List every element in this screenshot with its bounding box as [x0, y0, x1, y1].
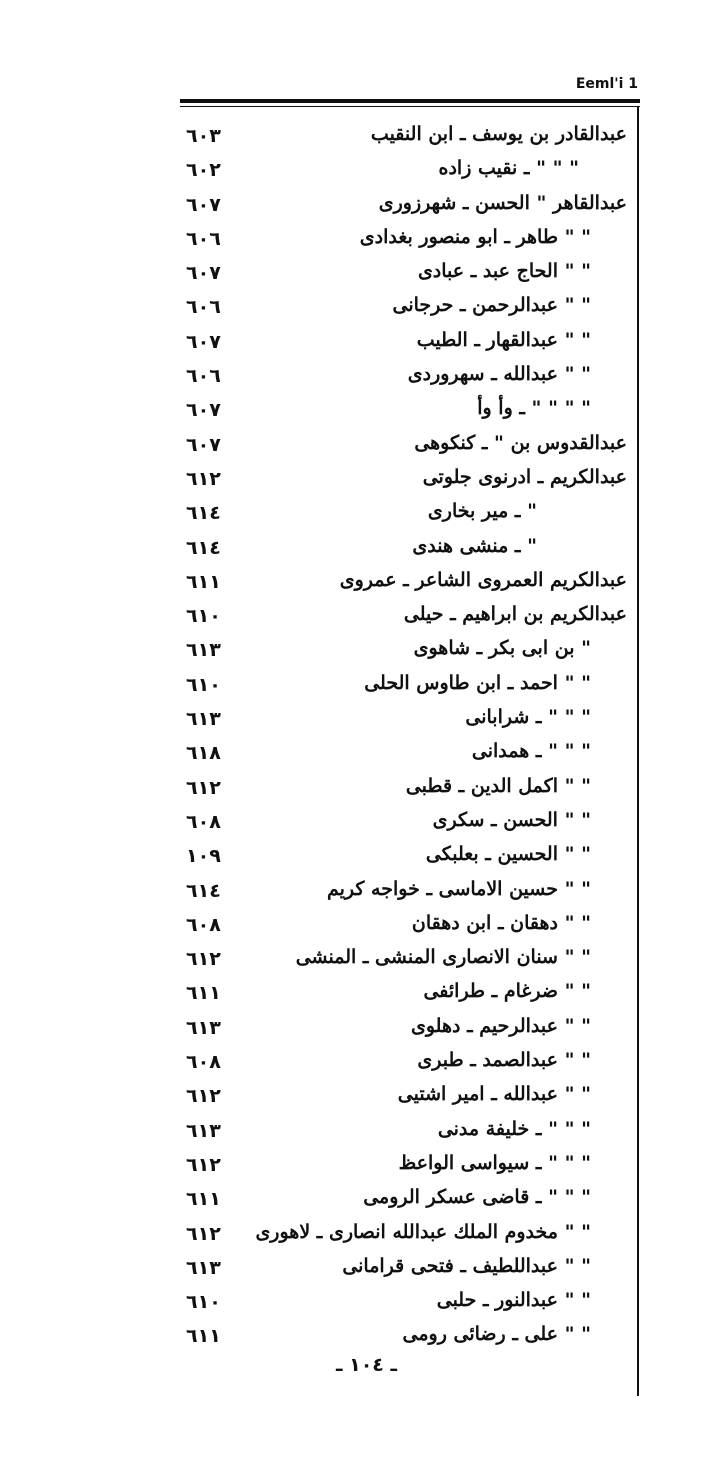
entry-page-number: ٦٠٧ [186, 193, 221, 216]
entry-name: عبدالقادر بن يوسف ـ ابن النقيب [370, 123, 627, 145]
index-entry [180, 121, 627, 155]
entry-page-number: ٦١٢ [186, 467, 221, 490]
entry-name: " " الحسن ـ سكری [432, 808, 591, 831]
entry-name: " " عبدالقهار ـ الطيب [416, 328, 591, 351]
entry-page-number: ٦٠٧ [186, 433, 221, 456]
index-entry [180, 807, 627, 841]
index-entry [180, 567, 627, 601]
entry-name: " " عبدالصمد ـ طبری [417, 1049, 591, 1072]
index-entry [180, 1184, 627, 1218]
entry-page-number: ٦٠٧ [186, 399, 221, 422]
entry-page-number: ٦١١ [186, 982, 221, 1005]
entry-name: عبدالقدوس بن " ـ كنكوهی [414, 431, 627, 454]
entry-name: عبدالكريم بن ابراهيم ـ حيلی [403, 603, 627, 626]
entry-page-number: ٦١٠ [186, 605, 221, 628]
entry-name: " ـ مير بخاری [427, 500, 537, 523]
index-entry [180, 1219, 627, 1253]
entry-page-number: ٦١٠ [186, 673, 221, 696]
entry-page-number: ٦١٠ [186, 1291, 221, 1314]
entry-page-number: ٦١٤ [186, 502, 221, 525]
page-number: ـ ١٠٤ ـ [336, 1354, 398, 1376]
entry-page-number: ٦١١ [186, 570, 221, 593]
index-entry [180, 327, 627, 361]
entry-name: " " طاهر ـ ابو منصور بغدادی [359, 225, 591, 248]
entry-name: " " مخدوم الملك عبدالله انصاری ـ لاهوری [255, 1220, 591, 1243]
entry-name: " " الحسين ـ بعلبكی [425, 843, 591, 866]
index-entry [180, 1116, 627, 1150]
entry-page-number: ٦١٤ [186, 879, 221, 902]
index-entry [180, 258, 627, 292]
header-code: Eeml'i 1 [575, 76, 638, 92]
entry-name: " " ضرغام ـ طرائفی [423, 980, 591, 1003]
entry-page-number: ٦٠٦ [186, 227, 221, 250]
entry-name: " " " ـ همدانی [471, 740, 591, 763]
entry-name: عبدالكريم العمروی الشاعر ـ عمروی [339, 568, 627, 591]
entry-name: " " اكمل الدين ـ قطبی [405, 774, 591, 797]
entry-page-number: ٦٠٨ [186, 810, 221, 833]
entry-page-number: ١٠٩ [186, 845, 221, 868]
index-entry [180, 910, 627, 944]
entry-page-number: ٦٠٦ [186, 365, 221, 388]
entry-name: " " حسين الاماسی ـ خواجه كريم [326, 877, 591, 900]
index-entry [180, 670, 627, 704]
entry-name: " " دهقان ـ ابن دهقان [411, 911, 591, 934]
margin-vertical-line [637, 106, 639, 1396]
index-entry [180, 1047, 627, 1081]
entry-name: " " " ـ قاضی عسكر الرومی [363, 1186, 591, 1209]
entry-name: " " عبدالنور ـ حلبی [436, 1289, 591, 1312]
entry-page-number: ٦١٨ [186, 742, 221, 765]
index-entry [180, 704, 627, 738]
index-entry [180, 944, 627, 978]
entry-page-number: ٦١٢ [186, 1222, 221, 1245]
entry-page-number: ٦٠٧ [186, 330, 221, 353]
index-entry [180, 1253, 627, 1287]
index-entry [180, 361, 627, 395]
entry-name: " " " ـ سيواسی الواعظ [398, 1151, 591, 1174]
entry-page-number: ٦٠٧ [186, 262, 221, 285]
entry-page-number: ٦١٣ [186, 1016, 221, 1039]
index-entry [180, 190, 627, 224]
index-entry [180, 978, 627, 1012]
entry-page-number: ٦١٢ [186, 948, 221, 971]
index-entry [180, 841, 627, 875]
index-entry [180, 224, 627, 258]
entry-page-number: ٦٠٣ [186, 125, 221, 147]
index-entry [180, 635, 627, 669]
entry-name: عبدالقاهر " الحسن ـ شهرزوری [378, 191, 627, 214]
index-entry [180, 430, 627, 464]
entry-page-number: ٦٠٨ [186, 913, 221, 936]
index-entry [180, 395, 627, 429]
index-entry [180, 1150, 627, 1184]
index-entry [180, 533, 627, 567]
header-rule-thin [180, 106, 640, 107]
index-entry [180, 1081, 627, 1115]
index-entry [180, 155, 627, 189]
entry-name: " " " " ـ وأ وأ [477, 397, 591, 420]
index-entry [180, 1321, 627, 1355]
entry-page-number: ٦١١ [186, 1188, 221, 1211]
entry-page-number: ٦١٣ [186, 708, 221, 731]
index-entry [180, 498, 627, 532]
header-rule-thick [180, 99, 640, 103]
entry-page-number: ٦٠٨ [186, 1051, 221, 1074]
entry-name: " " علی ـ رضائی رومی [402, 1323, 591, 1346]
index-entry [180, 876, 627, 910]
index-entry [180, 601, 627, 635]
entry-page-number: ٦١٣ [186, 1119, 221, 1142]
index-entry [180, 738, 627, 772]
entry-page-number: ٦١١ [186, 1325, 221, 1348]
index-entry [180, 1013, 627, 1047]
entry-name: " " الحاج عبد ـ عبادی [417, 260, 591, 283]
entry-page-number: ٦٠٢ [186, 159, 221, 182]
entry-page-number: ٦٠٦ [186, 296, 221, 319]
entry-name: " " " ـ خليفة مدنی [437, 1117, 591, 1140]
entry-name: " " عبدالرحمن ـ حرجانی [392, 294, 591, 317]
entry-name: " ـ منشی هندی [412, 534, 537, 557]
index-entries [180, 121, 627, 1356]
index-entry [180, 773, 627, 807]
entry-name: " " عبدالله ـ امير اشتيی [397, 1083, 591, 1106]
entry-name: " " احمد ـ ابن طاوس الحلی [364, 671, 591, 694]
entry-page-number: ٦١٣ [186, 639, 221, 662]
entry-name: " " عبدالرحيم ـ دهلوی [411, 1014, 591, 1037]
entry-name: عبدالكريم ـ ادرنوی جلوتی [422, 465, 627, 488]
entry-page-number: ٦١٢ [186, 1153, 221, 1176]
entry-name: " " سنان الانصاری المنشی ـ المنشی [295, 946, 591, 969]
entry-page-number: ٦١٤ [186, 536, 221, 559]
index-entry [180, 464, 627, 498]
entry-name: " " " ـ نقيب زاده [438, 157, 579, 180]
entry-page-number: ٦١٢ [186, 1085, 221, 1108]
index-entry [180, 292, 627, 326]
entry-name: " " عبداللطيف ـ فتحی قرامانی [342, 1254, 591, 1277]
index-entry [180, 1287, 627, 1321]
entry-page-number: ٦١٣ [186, 1256, 221, 1279]
entry-name: " بن ابی بكر ـ شاهوی [413, 637, 591, 660]
entry-name: " " " ـ شرابانی [465, 706, 591, 729]
entry-page-number: ٦١٢ [186, 776, 221, 799]
entry-name: " " عبدالله ـ سهروردی [407, 363, 591, 386]
